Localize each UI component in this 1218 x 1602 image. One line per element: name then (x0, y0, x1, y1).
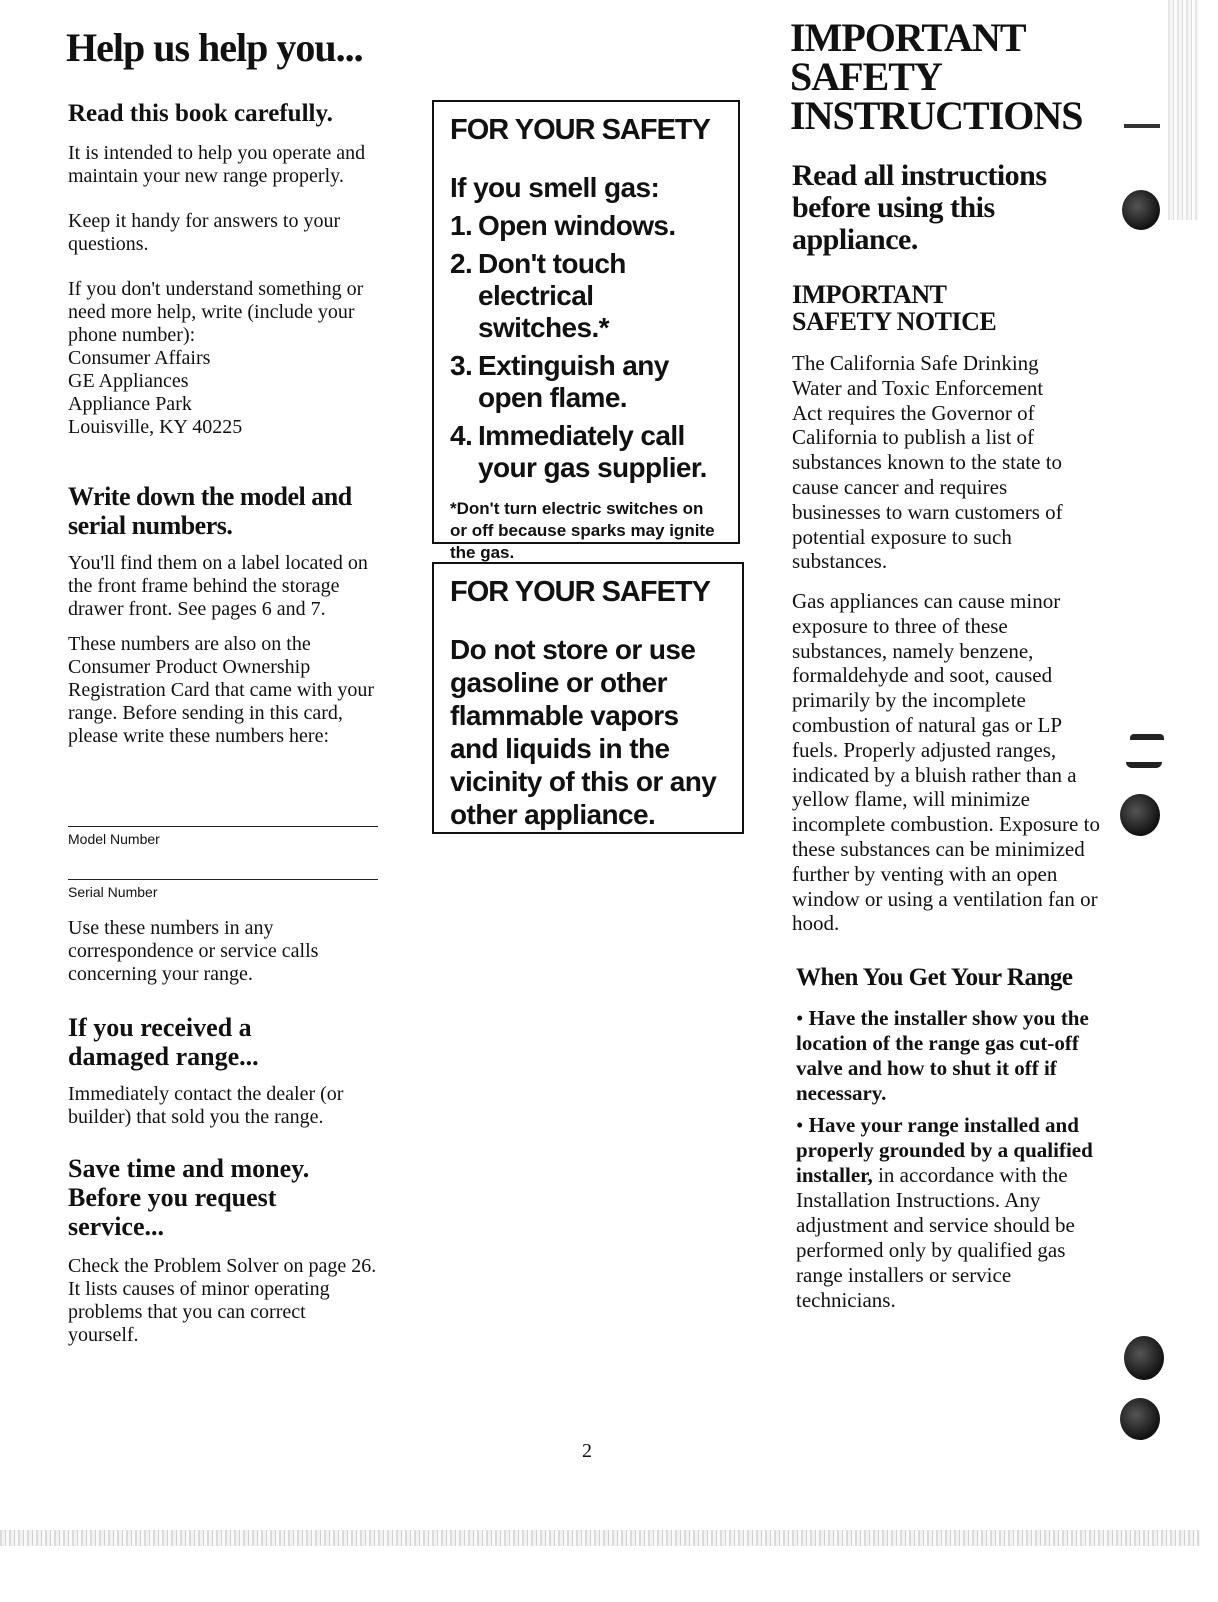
address-line: GE Appliances (68, 370, 189, 392)
address-line: Louisville, KY 40225 (68, 416, 243, 438)
bullet-icon: • (796, 1006, 809, 1030)
edge-mark (1124, 124, 1160, 128)
read-heading: Read this book carefully. (68, 100, 333, 127)
damaged-section (68, 1013, 378, 1129)
notice-p1: The California Safe Drinking Water and Toxic Enforcement Act requires the Governor of California to publish a list of substances known to the state to cause cancer and requires businesses to warn customers of potential exposure to such substances. (792, 351, 1063, 574)
save-p1: Check the Problem Solver on page 26. It lists causes of minor operating problems that you can correct yourself. (68, 1255, 377, 1346)
binder-hole-icon (1124, 1336, 1164, 1380)
read-p1: It is intended to help you operate and maintain your new range properly. (68, 142, 366, 187)
safety-step: 1. Open windows. (450, 210, 676, 241)
safety-notice-heading: IMPORTANT SAFETY NOTICE (792, 280, 997, 336)
help-title: Help us help you... (66, 25, 363, 70)
binder-hole-icon (1122, 190, 1160, 230)
bullet-item: • Have your range installed and properly grounded by a qualified installer, in accordance with the Installation Instructions. Any adjustment and service should be performed only by qualified gas range installers or service technicians. (796, 1113, 1093, 1312)
page-number: 2 (582, 1440, 592, 1462)
read-p3: If you don't understand something or need more help, write (include your phone number): (68, 278, 364, 346)
box1-lead: If you smell gas: (450, 172, 660, 203)
serial-p3: Use these numbers in any correspondence or service calls concerning your range. (68, 917, 319, 985)
address-line: Consumer Affairs (68, 347, 211, 369)
binder-hole-icon (1120, 794, 1160, 836)
gas-smell-safety-box (432, 100, 740, 562)
binder-hole-icon (1120, 1398, 1160, 1440)
scan-noise (1168, 0, 1198, 220)
model-number-line[interactable] (68, 826, 378, 827)
save-section (68, 1154, 378, 1347)
safety-title-line: SAFETY (790, 54, 942, 99)
safety-step: 3. Extinguish any open flame. (450, 350, 669, 413)
address-line: Appliance Park (68, 393, 192, 415)
address-block (68, 347, 378, 439)
notice-p2: Gas appliances can cause minor exposure to three of these substances, namely benzene, formaldehyde and soot, caused primarily by the incomplete combustion of natural gas or LP fuels. Properly adjusted ranges, indicated by a bluish rather than a yellow flame, will minimize incomplete combustion. Exposure to these substances can be minimized further by venting with an open window or using a ventilation fan or hood. (792, 589, 1100, 936)
damaged-heading: If you received a damaged range... (68, 1013, 259, 1071)
read-p2: Keep it handy for answers to your questions. (68, 210, 341, 255)
edge-mark (1126, 762, 1162, 768)
box1-title: FOR YOUR SAFETY (450, 114, 710, 146)
page-title (66, 24, 426, 71)
bullet-icon: • (796, 1113, 809, 1137)
serial-heading: Write down the model and serial numbers. (68, 482, 352, 540)
box2-text: Do not store or use gasoline or other flammable vapors and liquids in the vicinity of this or any other appliance. (450, 634, 717, 830)
when-heading: When You Get Your Range (796, 964, 1073, 991)
safety-step: 2. Don't touch electrical switches.* (450, 248, 626, 343)
flammable-safety-box (432, 562, 744, 834)
serial-number-line[interactable] (68, 879, 378, 880)
serial-usage (68, 917, 378, 986)
safety-title-line: IMPORTANT (790, 15, 1026, 60)
model-number-label: Model Number (68, 831, 160, 847)
save-heading: Save time and money. Before you request service... (68, 1154, 310, 1241)
edge-mark (1130, 734, 1164, 740)
serial-p2: These numbers are also on the Consumer Product Ownership Registration Card that came with your range. Before sending in this card, please write these numbers here: (68, 633, 375, 747)
safety-title (790, 15, 1110, 138)
scan-noise (0, 1530, 1200, 1546)
safety-step: 4. Immediately call your gas supplier. (450, 420, 707, 483)
safety-title-line: INSTRUCTIONS (790, 93, 1083, 138)
bullet-item: • Have the installer show you the location of the range gas cut-off valve and how to shut it off if necessary. (796, 1006, 1089, 1105)
read-all-heading: Read all instructions before using this appliance. (792, 159, 1047, 256)
box1-footnote: *Don't turn electric switches on or off because sparks may ignite the gas. (450, 499, 715, 562)
box2-title: FOR YOUR SAFETY (450, 576, 710, 608)
serial-number-label: Serial Number (68, 884, 158, 900)
serial-section (68, 482, 378, 748)
damaged-p1: Immediately contact the dealer (or builder) that sold you the range. (68, 1083, 344, 1128)
serial-p1: You'll find them on a label located on the front frame behind the storage drawer front. See pages 6 and 7. (68, 552, 368, 620)
read-section (68, 100, 378, 439)
